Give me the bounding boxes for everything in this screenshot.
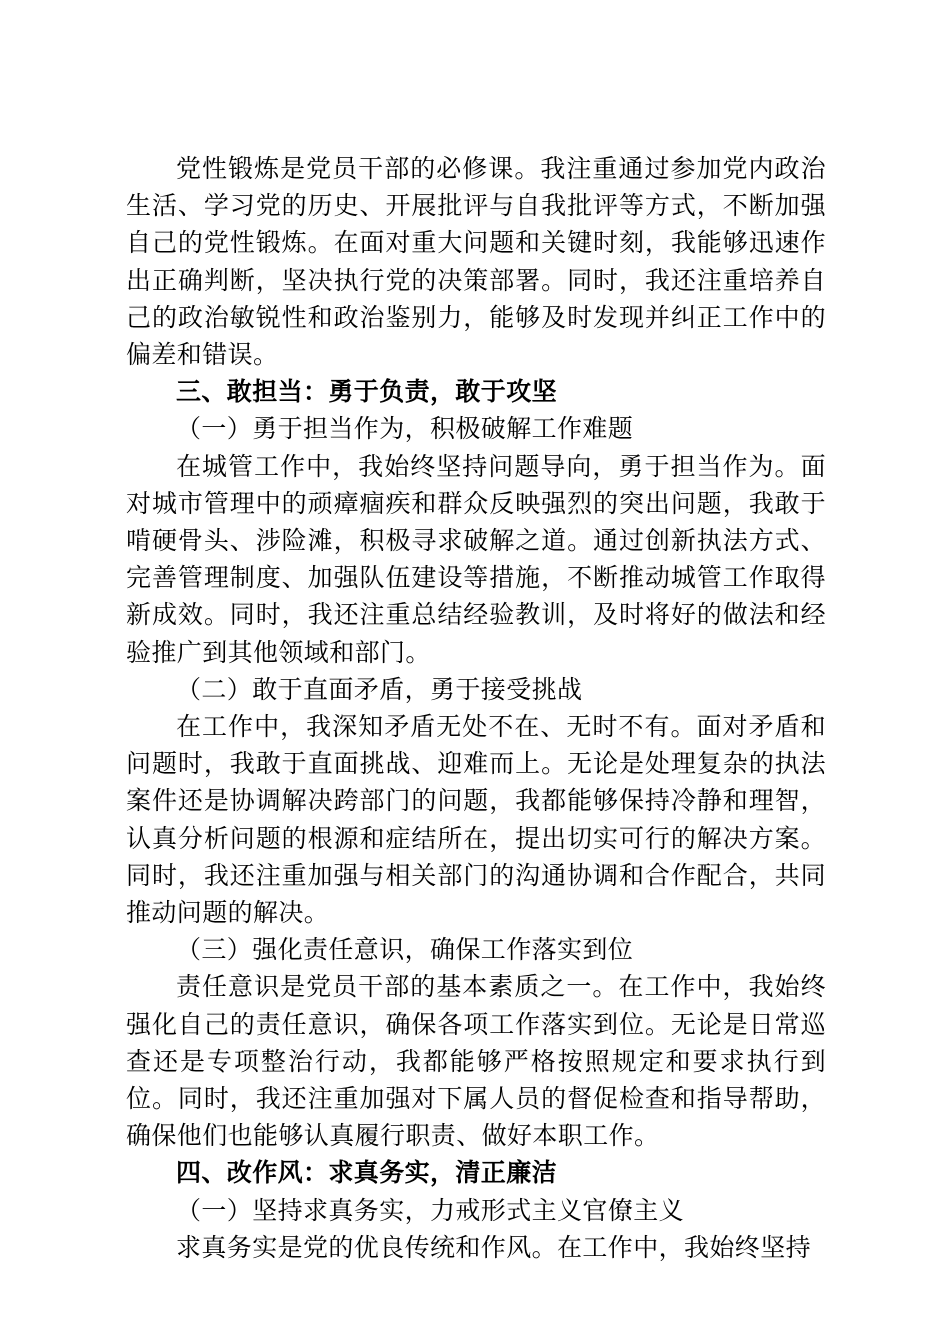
- section-heading-4: 四、改作风：求真务实，清正廉洁: [176, 1158, 558, 1188]
- subheading-3-2: （二）敢于直面矛盾，勇于接受挑战: [176, 674, 583, 704]
- paragraph-4-1: 求真务实是党的优良传统和作风。在工作中，我始终坚持: [176, 1232, 812, 1262]
- subheading-3-3: （三）强化责任意识，确保工作落实到位: [176, 935, 634, 965]
- subheading-4-1: （一）坚持求真务实，力戒形式主义官僚主义: [176, 1195, 685, 1225]
- paragraph-3-2: 在工作中，我深知矛盾无处不在、无时不有。面对矛盾和问题时，我敢于直面挑战、迎难而上。无论是处理复杂的执法案件还是协调解决跨部门的问题，我都能够保持冷静和理智，认真分析问题的根源和症结所在，提出切实可行的解决方案。同时，我还注重加强与相关部门的沟通协调和合作配合，共同推动问题的解决。: [126, 712, 826, 928]
- paragraph-3-1: 在城管工作中，我始终坚持问题导向，勇于担当作为。面对城市管理中的顽瘴痼疾和群众反映强烈的突出问题，我敢于啃硬骨头、涉险滩，积极寻求破解之道。通过创新执法方式、完善管理制度、加强队伍建设等措施，不断推动城管工作取得新成效。同时，我还注重总结经验教训，及时将好的做法和经验推广到其他领域和部门。: [126, 451, 826, 667]
- paragraph-party-spirit: 党性锻炼是党员干部的必修课。我注重通过参加党内政治生活、学习党的历史、开展批评与自我批评等方式，不断加强自己的党性锻炼。在面对重大问题和关键时刻，我能够迅速作出正确判断，坚决执行党的决策部署。同时，我还注重培养自己的政治敏锐性和政治鉴别力，能够及时发现并纠正工作中的偏差和错误。: [126, 154, 826, 370]
- document-body: [126, 150, 826, 1266]
- subheading-3-1: （一）勇于担当作为，积极破解工作难题: [176, 414, 634, 444]
- section-heading-3: 三、敢担当：勇于负责，敢于攻坚: [176, 377, 558, 407]
- paragraph-3-3: 责任意识是党员干部的基本素质之一。在工作中，我始终强化自己的责任意识，确保各项工作落实到位。无论是日常巡查还是专项整治行动，我都能够严格按照规定和要求执行到位。同时，我还注重加强对下属人员的督促检查和指导帮助，确保他们也能够认真履行职责、做好本职工作。: [126, 972, 826, 1151]
